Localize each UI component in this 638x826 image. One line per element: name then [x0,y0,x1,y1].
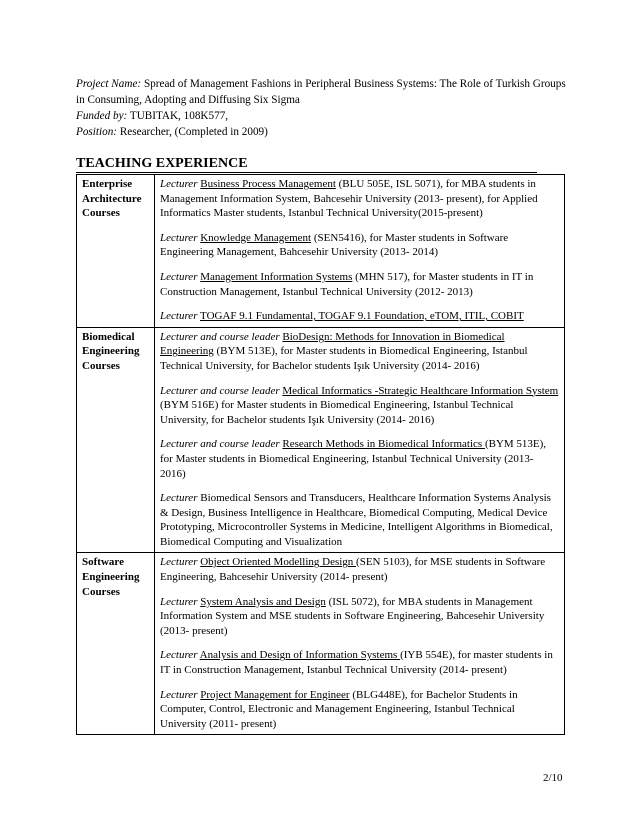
course-entry [160,688,559,732]
section-title: TEACHING EXPERIENCE [76,156,248,171]
course-entry [160,555,559,584]
category-label: Courses [82,585,120,598]
course-title: TOGAF 9.1 Fundamental, TOGAF 9.1 Foundation, eTOM, ITIL, COBIT [200,310,524,323]
course-details: (SEN5416), for Master students in Software Engineering Management, Bahcesehir University (2013- 2014) [160,231,509,259]
course-title: Object Oriented Modelling Design [200,556,357,569]
category-label: Enterprise [82,178,133,190]
course-entry [160,330,559,374]
course-entry [160,309,559,324]
funded-line [76,108,566,124]
courses-cell [155,327,565,553]
course-details: (IYB 554E), for master students in IT in Construction Management, Istanbul Technical University (2014- present) [160,649,553,677]
courses-cell [155,553,565,735]
course-entry [160,270,559,299]
category-label: Architecture [82,192,142,205]
role-label: Lecturer [160,492,198,505]
course-details: (BYM 516E) for Master students in Biomedical Engineering, Istanbul Technical University, for Bachelor students Işık University (2014- 2016) [160,399,514,426]
funded-label: Funded by: [76,110,128,122]
role-label: Lecturer [160,178,198,190]
category-label: Biomedical [82,330,135,343]
course-title: Business Process Management [200,178,336,190]
course-title: Research Methods in Biomedical Informatics [282,438,485,451]
course-details: (ISL 5072), for MBA students in Management Information System and MSE students in Software Engineering, Bahcesehir University (2013- present) [160,595,545,637]
section-rule [76,172,537,173]
project-name-label: Project Name: [76,78,142,90]
position-value: Researcher, (Completed in 2009) [117,126,268,138]
project-name-value: Spread of Management Fashions in Peripheral Business Systems: The Role of Turkish Groups in Consuming, Adopting and Diffusing Six Sigma [76,78,566,106]
course-title: Medical Informatics -Strategic Healthcare Information System [282,384,559,397]
course-title: System Analysis and Design [200,595,326,608]
course-title: Analysis and Design of Information Systems [199,649,401,662]
position-line [76,124,566,140]
category-label: Courses [82,207,120,220]
course-details: (BYM 513E), for Master students in Biomedical Engineering, Istanbul Technical University (2013- 2016) [160,438,547,480]
project-block [76,76,566,140]
course-details: (BYM 513E), for Master students in Biomedical Engineering, Istanbul Technical University, for Bachelor students Işık University (2014- 2016) [160,345,528,372]
teaching-table [76,174,565,735]
role-label: Lecturer [160,270,198,283]
course-entry [160,177,559,221]
category-label: Engineering [82,345,140,358]
category-label: Engineering [82,571,140,584]
table-row [77,175,565,328]
role-label: Lecturer and course leader [160,384,280,397]
course-entry [160,595,559,639]
category-cell [77,553,155,735]
role-label: Lecturer [160,688,198,701]
course-title: Knowledge Management [200,231,312,244]
project-name-line [76,76,566,108]
course-entry [160,491,559,549]
course-title: Project Management for Engineer [200,688,350,701]
course-entry [160,384,559,428]
table-row [77,553,565,735]
course-details: (SEN 5103), for MSE students in Software Engineering, Bahcesehir University (2014- present) [160,556,546,584]
course-details: Biomedical Sensors and Transducers, Healthcare Information Systems Analysis & Design, Business Intelligence in Healthcare, Biomedical Computing, Medical Device Prototyping, Microcontroller Systems in Medicine, Intelligent Algorithms in Biomedical, Biomedical Computing and Visualization [160,492,553,548]
course-title: Management Information Systems [200,270,353,283]
course-entry [160,437,559,481]
role-label: Lecturer and course leader [160,330,280,343]
course-details: (BLU 505E, ISL 5071), for MBA students in Management Information System, Bahcesehir University (2013- present), for Applied Informatics Master students, Istanbul Technical University(2015-present) [160,178,538,220]
category-label: Courses [82,359,120,372]
category-cell [77,327,155,553]
course-details: (MHN 517), for Master students in IT in Construction Management, Istanbul Technical University (2012- 2013) [160,270,534,298]
funded-value: TUBITAK, 108K577, [127,110,229,122]
role-label: Lecturer [160,231,198,244]
course-title: BioDesign: Methods for Innovation in Biomedical Engineering [160,330,505,358]
role-label: Lecturer and course leader [160,438,280,451]
role-label: Lecturer [160,649,198,662]
course-details: (BLG448E), for Bachelor Students in Computer, Control, Electronic and Management Engineering, Istanbul Technical University (2011- present) [160,688,518,730]
category-label: Software [82,556,124,569]
page-number: 2/10 [543,772,563,784]
courses-cell [155,175,565,328]
role-label: Lecturer [160,556,198,569]
course-entry [160,648,559,677]
role-label: Lecturer [160,310,198,323]
position-label: Position: [76,126,118,138]
role-label: Lecturer [160,595,198,608]
table-row [77,327,565,553]
course-entry [160,231,559,260]
category-cell [77,175,155,328]
